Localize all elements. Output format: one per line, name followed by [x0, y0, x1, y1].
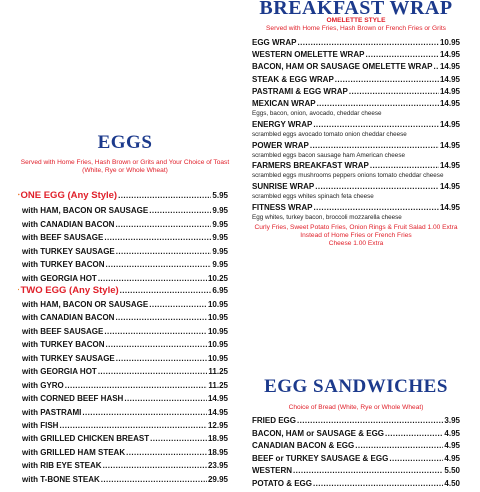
- menu-item-price: 9.95: [212, 219, 228, 229]
- menu-item-name: with RIB EYE STEAK: [22, 461, 102, 471]
- menu-item: [252, 49, 460, 61]
- menu-item-name: with BEEF SAUSAGE: [22, 233, 104, 243]
- leader-dots: [82, 406, 207, 419]
- menu-item-price: 14.95: [439, 50, 460, 60]
- menu-item-price: 14.95: [439, 161, 460, 171]
- menu-item-price: 29.95: [207, 474, 228, 484]
- menu-item-price: 5.50: [444, 466, 460, 476]
- leader-dots: [101, 473, 207, 486]
- leader-dots: [115, 218, 211, 232]
- menu-item: [22, 352, 228, 365]
- menu-item-price: 9.95: [212, 206, 228, 215]
- leader-dots: [313, 119, 439, 131]
- menu-item-price: 10.95: [207, 340, 228, 350]
- leader-dots: [115, 311, 207, 324]
- menu-item-name: with PASTRAMI: [22, 407, 82, 417]
- one-egg-list: [22, 204, 228, 286]
- leader-dots: [116, 352, 207, 365]
- menu-item: [252, 415, 460, 428]
- menu-item-description: scrambled eggs mushrooms peppers onions tomato cheddar cheese: [252, 172, 444, 180]
- menu-item-description: Egg whites, turkey bacon, broccoli mozzarella cheese: [252, 214, 402, 222]
- wraps-served: Served with Home Fries, Hash Brown or French Fries or Grits: [266, 25, 446, 32]
- two-egg-list: [22, 298, 228, 486]
- wraps-note-3: Cheese 1.00 Extra: [328, 240, 384, 247]
- two-egg-name: TWO EGG (Any Style): [20, 285, 119, 296]
- menu-item-description: scrambled eggs whites spinach feta cheese: [252, 193, 374, 201]
- menu-item: [22, 432, 228, 445]
- menu-item: [22, 325, 228, 338]
- leader-dots: [116, 245, 212, 259]
- menu-item-name: with GRILLED CHICKEN BREAST: [22, 434, 150, 444]
- menu-item-name: STEAK & EGG WRAP: [252, 74, 334, 84]
- leader-dots: [106, 258, 212, 272]
- menu-item-description: scrambled eggs avocado tomato onion cheddar cheese: [252, 130, 407, 138]
- leader-dots: [126, 446, 207, 459]
- menu-item-name: POWER WRAP: [252, 140, 309, 150]
- one-egg-price: 5.95: [212, 191, 228, 200]
- menu-item: [252, 453, 460, 466]
- menu-item: [252, 140, 460, 161]
- two-egg-price: 6.95: [212, 286, 228, 295]
- menu-item-name: with GRILLED HAM STEAK: [22, 447, 126, 457]
- menu-item-price: 10.25: [207, 273, 228, 283]
- menu-item-price: 10.95: [207, 326, 228, 336]
- two-egg-header: [18, 284, 228, 296]
- menu-item-name: with TURKEY BACON: [22, 260, 105, 270]
- wraps-title: BREAKFAST WRAP: [259, 0, 453, 19]
- sandwiches-served: Choice of Bread (White, Rye or Whole Wheat): [288, 404, 424, 411]
- menu-item-price: 9.95: [212, 260, 228, 270]
- leader-dots: [103, 459, 207, 472]
- leader-dots: [297, 415, 443, 428]
- menu-item: [22, 258, 228, 272]
- leader-dots: [65, 379, 208, 392]
- menu-item-name: BEEF or TURKEY SAUSAGE & EGG: [252, 453, 389, 463]
- menu-item-price: 18.95: [207, 447, 228, 457]
- menu-item: [22, 245, 228, 259]
- menu-item: [252, 86, 460, 98]
- menu-item-price: 14.95: [439, 119, 460, 129]
- menu-item-price: 10.95: [207, 313, 228, 323]
- menu-item-name: with BEEF SAUSAGE: [22, 326, 104, 336]
- menu-item-name: with HAM, BACON OR SAUSAGE: [22, 206, 149, 215]
- menu-item-name: MEXICAN WRAP: [252, 98, 316, 108]
- wraps-subtitle: OMELETTE STYLE: [326, 17, 386, 24]
- menu-item: [252, 181, 460, 202]
- eggs-served-line-2: (White, Rye or Whole Wheat): [82, 167, 168, 174]
- leader-dots: [149, 204, 211, 218]
- menu-item-name: FARMERS BREAKFAST WRAP: [252, 161, 369, 171]
- menu-item: [22, 379, 228, 392]
- menu-item-price: 14.95: [207, 407, 228, 417]
- leader-dots: [335, 74, 439, 86]
- menu-item-name: WESTERN: [252, 466, 292, 476]
- menu-item: [22, 473, 228, 486]
- menu-item: [22, 392, 228, 405]
- menu-item: [252, 160, 460, 181]
- menu-item-price: 14.95: [207, 394, 228, 404]
- menu-item-price: 10.95: [207, 353, 228, 363]
- menu-item-name: with TURKEY BACON: [22, 340, 105, 350]
- menu-item-description: scrambled eggs bacon sausage ham American cheese: [252, 151, 405, 159]
- menu-item-description: Eggs, bacon, onion, avocado, cheddar cheese: [252, 110, 382, 118]
- leader-dots: [149, 298, 207, 311]
- leader-dots: [315, 181, 439, 193]
- menu-item: [252, 61, 460, 73]
- sun-icon: [18, 285, 19, 294]
- sandwiches-title: EGG SANDWICHES: [264, 376, 448, 397]
- menu-item-name: with GEORGIA HOT: [22, 367, 97, 377]
- menu-item: [252, 74, 460, 86]
- menu-item-name: FITNESS WRAP: [252, 202, 313, 212]
- wraps-note-1: Curly Fries, Sweet Potato Fries, Onion Rings & Fruit Salad 1.00 Extra: [254, 224, 458, 231]
- leader-dots: [297, 37, 439, 49]
- menu-item: [252, 478, 460, 491]
- eggs-served-line-1: Served with Home Fries, Hash Brown or Grits and Your Choice of Toast: [20, 159, 230, 166]
- menu-item-price: 14.95: [439, 140, 460, 150]
- menu-item: [252, 428, 460, 441]
- leader-dots: [317, 98, 439, 110]
- menu-item-name: BACON, HAM or SAUSAGE & EGG: [252, 428, 385, 438]
- leader-dots: [104, 231, 211, 245]
- one-egg-name: ONE EGG (Any Style): [20, 190, 118, 201]
- menu-item: [252, 440, 460, 453]
- leader-dots: [293, 465, 443, 478]
- menu-item-name: ENERGY WRAP: [252, 119, 313, 129]
- menu-item-name: with TURKEY SAUSAGE: [22, 246, 115, 256]
- menu-item: [252, 119, 460, 140]
- menu-item-name: PASTRAMI & EGG WRAP: [252, 86, 348, 96]
- menu-item-name: with T-BONE STEAK: [22, 474, 100, 484]
- menu-item-price: 12.95: [207, 420, 228, 430]
- menu-item-price: 3.95: [444, 416, 460, 425]
- menu-item: [22, 419, 228, 432]
- menu-item: [22, 218, 228, 232]
- menu-item-price: 11.25: [208, 367, 228, 377]
- menu-item-price: 23.95: [207, 461, 228, 471]
- menu-item-name: FRIED EGG: [252, 416, 297, 425]
- leader-dots: [349, 86, 439, 98]
- menu-item: [22, 365, 228, 378]
- leader-dots: [59, 419, 207, 432]
- menu-item-price: 4.95: [444, 453, 460, 463]
- menu-item-name: WESTERN OMELETTE WRAP: [252, 50, 365, 60]
- menu-item-name: with FISH: [22, 420, 59, 430]
- menu-item-price: 4.95: [444, 441, 460, 451]
- leader-dots: [124, 392, 207, 405]
- menu-item-price: 4.50: [444, 478, 460, 488]
- leader-dots: [313, 202, 439, 214]
- menu-item: [22, 311, 228, 324]
- leader-dots: [433, 61, 439, 73]
- menu-item-name: with GEORGIA HOT: [22, 273, 97, 283]
- menu-item-price: 14.95: [439, 98, 460, 108]
- menu-item-name: POTATO & EGG: [252, 478, 313, 488]
- leader-dots: [355, 440, 443, 453]
- menu-item-price: 10.95: [207, 300, 228, 309]
- menu-item-price: 18.95: [207, 434, 228, 444]
- menu-item-name: with CORNED BEEF HASH: [22, 394, 124, 404]
- sandwich-list: [252, 415, 460, 491]
- leader-dots: [389, 453, 443, 466]
- menu-item: [22, 459, 228, 472]
- menu-item-name: SUNRISE WRAP: [252, 182, 315, 192]
- sun-icon: [18, 190, 20, 199]
- menu-item: [22, 406, 228, 419]
- leader-dots: [370, 160, 439, 172]
- menu-item-price: 14.95: [439, 74, 460, 84]
- menu-item-price: 14.95: [439, 86, 460, 96]
- menu-item-name: BACON, HAM OR SAUSAGE OMELETTE WRAP: [252, 62, 433, 72]
- menu-item: [252, 98, 460, 119]
- menu-item-name: EGG WRAP: [252, 38, 297, 47]
- leader-dots: [98, 365, 208, 378]
- leader-dots: [106, 338, 207, 351]
- menu-item: [22, 204, 228, 218]
- menu-item-price: 10.95: [439, 38, 460, 47]
- leader-dots: [150, 432, 207, 445]
- menu-item-price: 9.95: [212, 246, 228, 256]
- leader-dots: [385, 428, 443, 441]
- menu-item-price: 9.95: [212, 233, 228, 243]
- one-egg-header: [18, 189, 228, 201]
- menu-item-price: 11.25: [208, 380, 228, 390]
- menu-item-price: 14.95: [439, 62, 460, 72]
- leader-dots: [310, 140, 439, 152]
- menu-item: [22, 446, 228, 459]
- menu-item-price: 14.95: [439, 202, 460, 212]
- menu-item-name: with CANADIAN BACON: [22, 313, 115, 323]
- leader-dots: [313, 478, 443, 491]
- menu-item-name: with CANADIAN BACON: [22, 219, 115, 229]
- menu-item-name: with TURKEY SAUSAGE: [22, 353, 115, 363]
- menu-item: [22, 231, 228, 245]
- menu-item: [252, 37, 460, 49]
- menu-item: [22, 338, 228, 351]
- leader-dots: [104, 325, 207, 338]
- menu-item: [252, 202, 460, 223]
- menu-item: [22, 298, 228, 311]
- menu-item-name: with GYRO: [22, 380, 64, 390]
- menu-item-price: 14.95: [439, 182, 460, 192]
- eggs-title: EGGS: [97, 132, 153, 153]
- menu-item-name: with HAM, BACON OR SAUSAGE: [22, 300, 149, 309]
- menu-item-name: CANADIAN BACON & EGG: [252, 441, 355, 451]
- wraps-note-2: Instead of Home Fries or French Fries: [300, 232, 412, 239]
- menu-item-price: 4.95: [444, 428, 460, 438]
- leader-dots: [365, 49, 439, 61]
- menu-item: [252, 465, 460, 478]
- wrap-list: [252, 37, 460, 223]
